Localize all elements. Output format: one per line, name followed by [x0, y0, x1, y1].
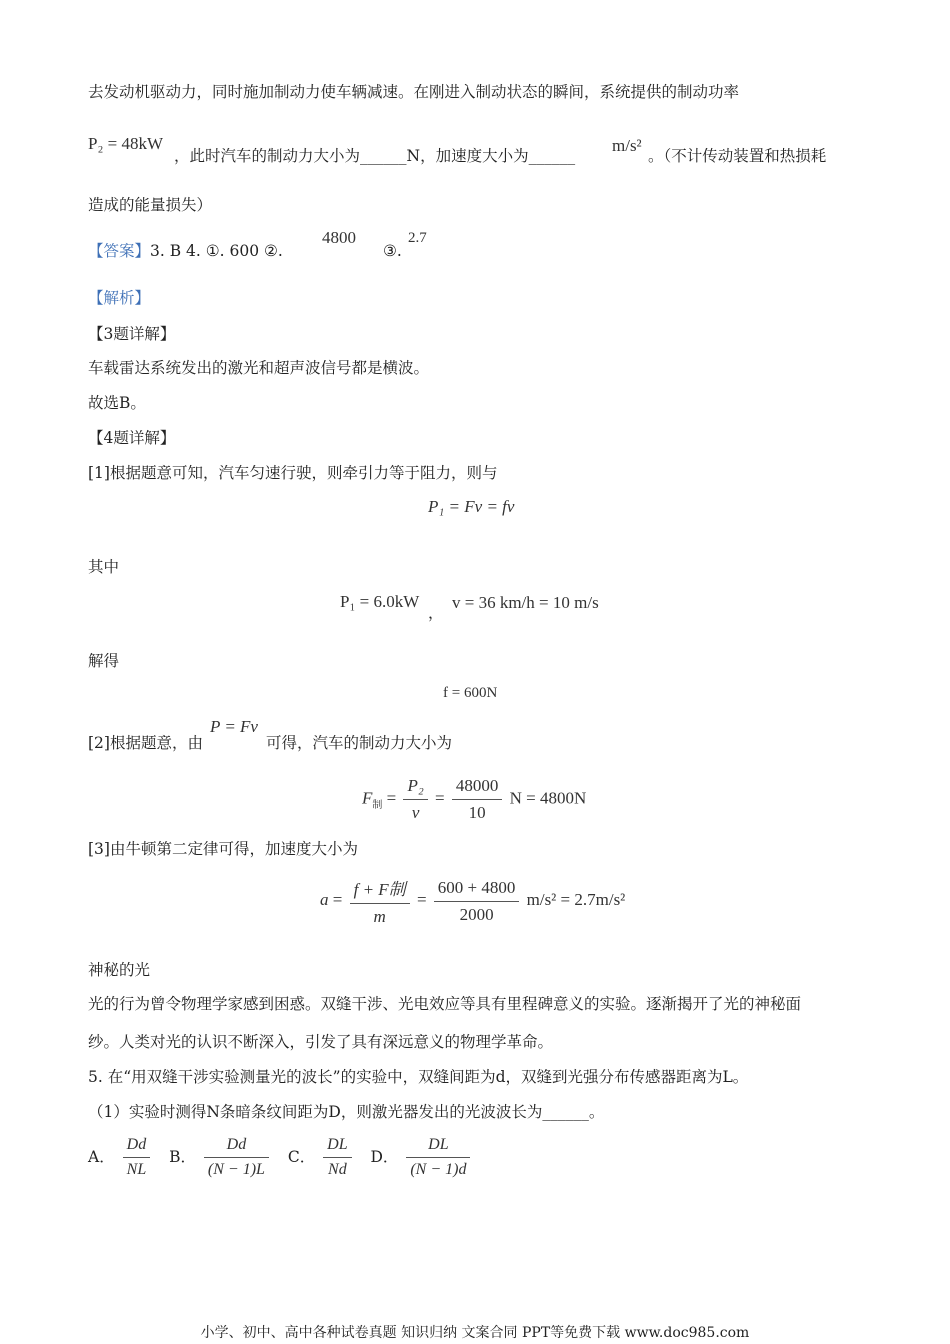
q3-heading: 【3题详解】	[88, 325, 176, 343]
fraction: $\frac{\text{P₂}}{v}$	[403, 776, 427, 823]
equation-inline-pfv: P = Fv	[210, 717, 258, 736]
section-title: 神秘的光	[88, 961, 151, 979]
option-b[interactable]: B． $\frac{Dd}{(N - 1)L}$	[169, 1148, 277, 1166]
comma: ，	[428, 604, 444, 622]
text-line: [1]根据题意可知，汽车匀速行驶，则牵引力等于阻力，则与	[88, 464, 498, 482]
text-line: 。（不计传动装置和热损耗	[648, 147, 827, 165]
eq4-lhs: F	[362, 788, 373, 808]
answer-sep: ③.	[383, 242, 402, 260]
fraction: $\frac{600 + 4800}{2000}$	[434, 878, 520, 925]
answer-line	[88, 241, 283, 261]
text-line: 可得，汽车的制动力大小为	[266, 734, 453, 752]
text-line: ，此时汽车的制动力大小为______N，加速度大小为______	[174, 147, 576, 165]
equation-1: P₁ = Fv = fv	[428, 497, 515, 516]
text-line: 故选B。	[88, 394, 146, 412]
option-d[interactable]: D． $\frac{DL}{(N - 1)d}$	[370, 1148, 473, 1166]
equation-5: a = $\frac{\text{f + F制}}{m}$ = $\frac{600 + 4800}{2000}$ m/s² = 2.7m/s²	[320, 875, 625, 927]
text-line: 车载雷达系统发出的激光和超声波信号都是横波。	[88, 359, 430, 377]
unit-ms2: m/s²	[612, 136, 642, 155]
question-5-1: （1）实验时测得N条暗条纹间距为D，则激光器发出的光波波长为______。	[88, 1103, 605, 1121]
question-5: 5. 在“用双缝干涉实验测量光的波长”的实验中，双缝间距为d，双缝到光强分布传感器距离为L。	[88, 1068, 749, 1086]
analysis-tag: 【解析】	[88, 289, 151, 307]
fraction: $\frac{\text{f + F制}}{m}$	[350, 875, 410, 927]
fraction: $\frac{48000}{10}$	[452, 776, 503, 823]
page-footer: 小学、初中、高中各种试卷真题 知识归纳 文案合同 PPT等免费下载 www.doc985.com	[200, 1325, 750, 1341]
equation-p2: P₂ = 48kW	[88, 134, 164, 153]
text-line: 去发动机驱动力，同时施加制动力使车辆减速。在刚进入制动状态的瞬间，系统提供的制动功率	[88, 83, 740, 101]
text-line: [3]由牛顿第二定律可得，加速度大小为	[88, 840, 358, 858]
option-a[interactable]: A． $\frac{Dd}{NL}$	[88, 1148, 158, 1166]
equation-4: $F_制$ = $\frac{\text{P₂}}{v}$ = $\frac{48000}{10}$ N = 4800N	[362, 776, 587, 822]
equation-2a: P₁ = 6.0kW	[340, 592, 420, 611]
text-line: 解得	[88, 652, 120, 670]
option-c[interactable]: C． $\frac{DL}{Nd}$	[288, 1148, 360, 1166]
eq4-sub: 制	[372, 799, 383, 811]
text-line: 造成的能量损失）	[88, 196, 213, 214]
options-row	[88, 1136, 473, 1179]
text-line: 纱。人类对光的认识不断深入，引发了具有深远意义的物理学革命。	[88, 1033, 554, 1051]
text-line: 其中	[88, 558, 120, 576]
answer-body: 3. B 4. ①. 600 ②.	[150, 242, 283, 260]
equation-3: f = 600N	[443, 685, 498, 701]
q4-heading: 【4题详解】	[88, 429, 176, 447]
text-line: 光的行为曾令物理学家感到困惑。双缝干涉、光电效应等具有里程碑意义的实验。逐渐揭开了光的神秘面	[88, 995, 802, 1013]
equation-2b: v = 36 km/h = 10 m/s	[452, 593, 599, 612]
answer-tag: 【答案】	[88, 242, 151, 260]
answer-value-2: 4800	[322, 228, 356, 247]
text-line: [2]根据题意，由	[88, 734, 203, 752]
answer-value-3: 2.7	[408, 230, 427, 246]
